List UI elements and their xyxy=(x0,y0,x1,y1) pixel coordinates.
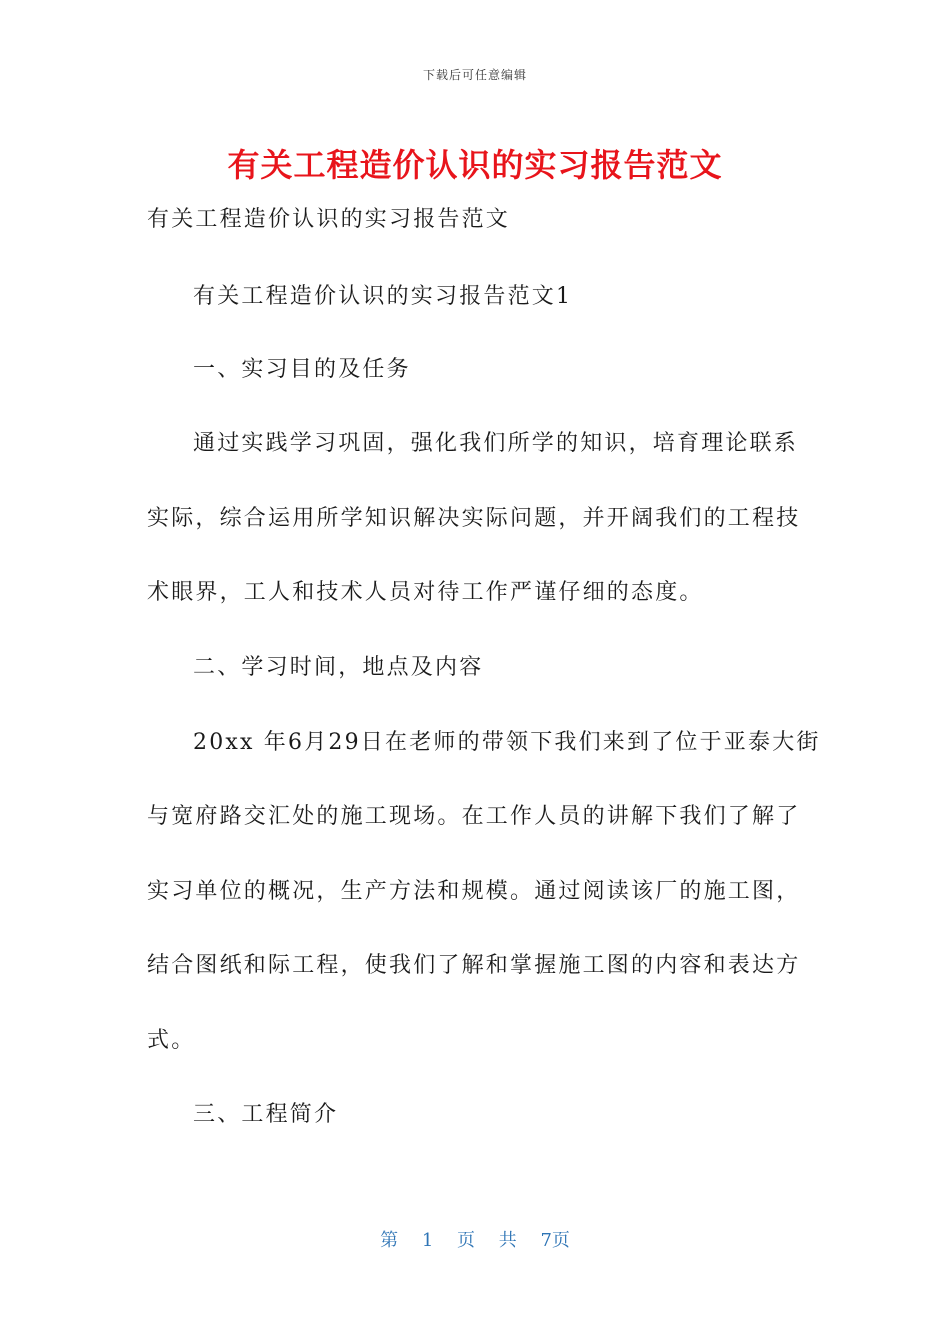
body-line-paragraph-2a: 20xx 年6月29日在老师的带领下我们来到了位于亚泰大街 xyxy=(193,730,821,755)
body-line-paragraph-2b: 与宽府路交汇处的施工现场。在工作人员的讲解下我们了解了 xyxy=(147,804,801,829)
page-footer xyxy=(0,1226,950,1252)
body-line-paragraph-1c: 术眼界，工人和技术人员对待工作严谨仔细的态度。 xyxy=(147,580,704,605)
footer-total-prefix: 共 xyxy=(498,1230,517,1251)
body-line-section-heading: 有关工程造价认识的实习报告范文1 xyxy=(193,284,573,309)
body-line-paragraph-2c: 实习单位的概况，生产方法和规模。通过阅读该厂的施工图， xyxy=(147,879,801,904)
body-line-subtitle: 有关工程造价认识的实习报告范文 xyxy=(147,207,511,232)
footer-total-pages: 7页 xyxy=(540,1230,570,1251)
body-line-paragraph-1a: 通过实践学习巩固，强化我们所学的知识，培育理论联系 xyxy=(193,431,799,456)
body-line-paragraph-2e: 式。 xyxy=(147,1028,196,1053)
footer-current-page: 1 xyxy=(421,1230,434,1251)
body-line-paragraph-1b: 实际，综合运用所学知识解决实际问题，并开阔我们的工程技 xyxy=(147,506,801,531)
header-note: 下载后可任意编辑 xyxy=(422,68,527,82)
body-line-heading-1: 一、实习目的及任务 xyxy=(193,357,411,382)
body-line-paragraph-2d: 结合图纸和际工程，使我们了解和掌握施工图的内容和表达方 xyxy=(147,953,801,978)
body-line-heading-2: 二、学习时间，地点及内容 xyxy=(193,655,484,680)
footer-page-word: 页 xyxy=(457,1230,475,1251)
footer-prefix: 第 xyxy=(380,1230,399,1251)
body-line-heading-3: 三、工程简介 xyxy=(193,1102,339,1127)
document-title: 有关工程造价认识的实习报告范文 xyxy=(227,146,723,184)
